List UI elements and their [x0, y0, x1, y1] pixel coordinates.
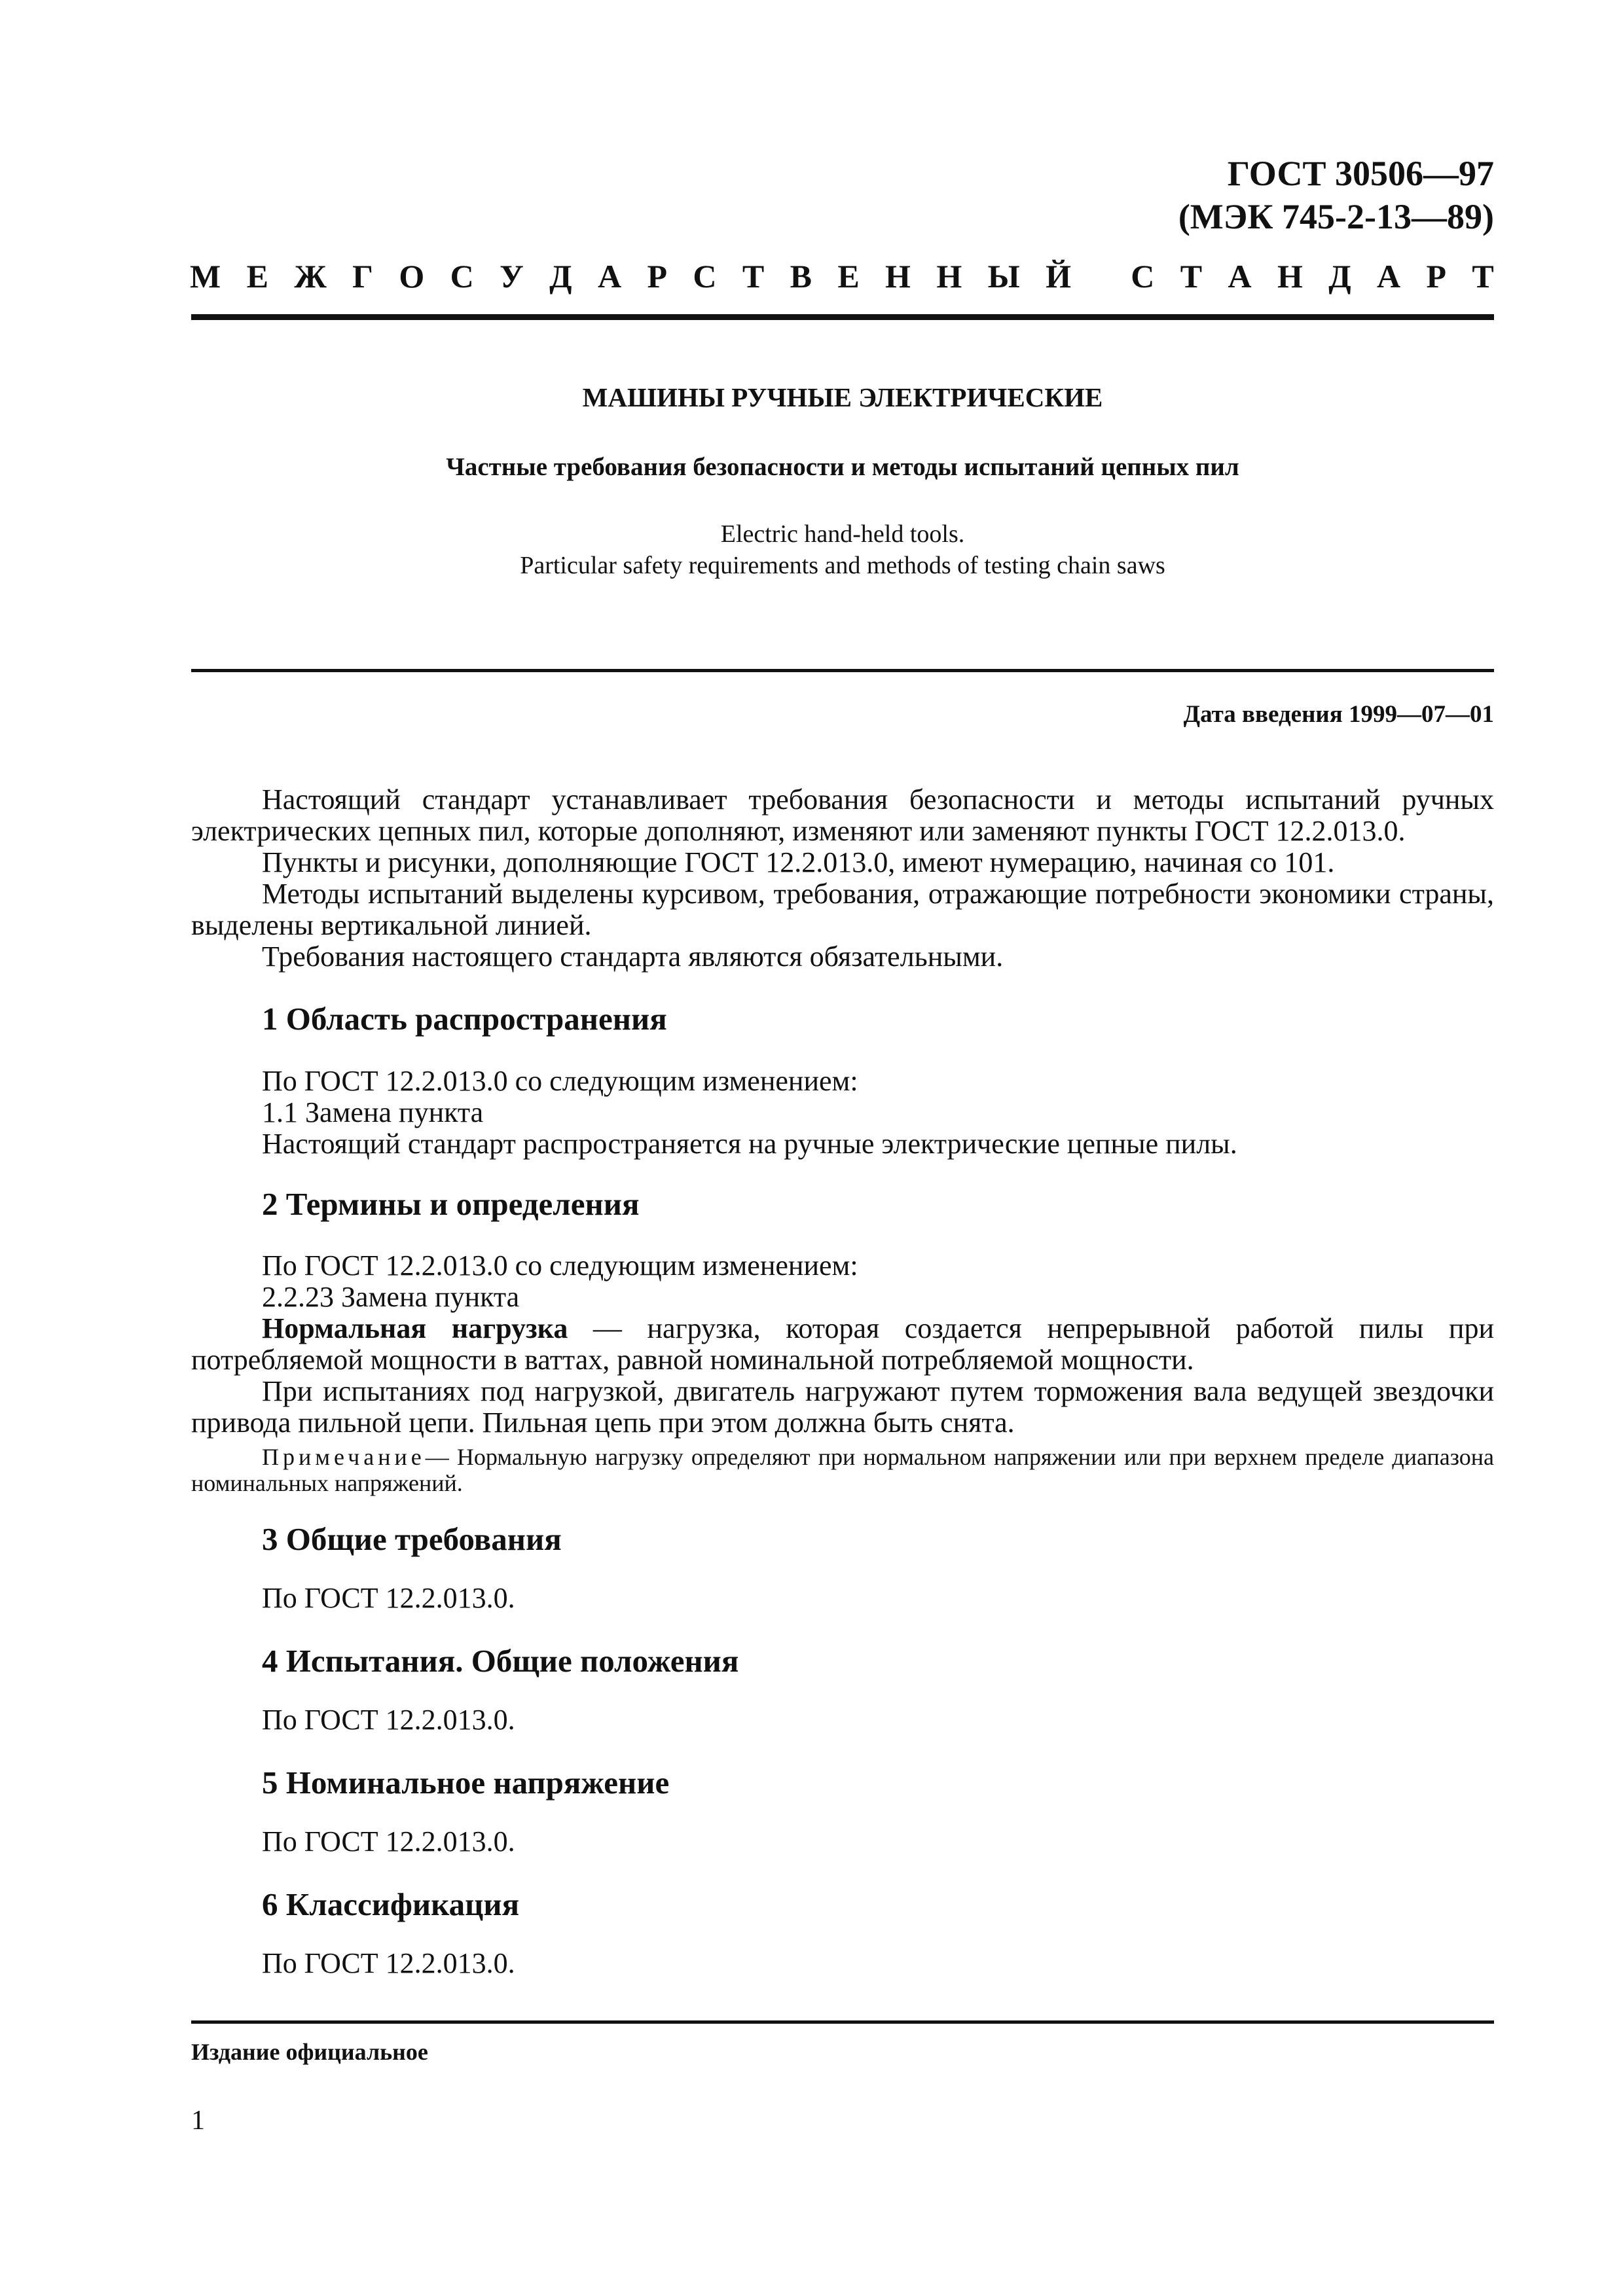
- section-5-text: По ГОСТ 12.2.013.0.: [262, 1825, 515, 1857]
- term-normal-load: Нормальная нагрузка: [262, 1312, 568, 1344]
- banner-letter: А: [597, 258, 622, 295]
- note-label: Примечание: [262, 1444, 426, 1470]
- banner-letter: С: [693, 258, 717, 295]
- load-test-paragraph: При испытаниях под нагрузкой, двигатель нагружают путем торможения вала ведущей звездочки привода пильной цепи. Пильная цепь при этом должна быть снята.: [191, 1375, 1494, 1439]
- title-rule: [191, 669, 1494, 672]
- banner-letter: В: [790, 258, 812, 295]
- section-heading-4: 4 Испытания. Общие положения: [262, 1643, 739, 1679]
- intro-paragraph: Методы испытаний выделены курсивом, требования, отражающие потребности экономики страны, выделены вертикальной линией.: [191, 878, 1494, 941]
- interstate-standard-banner: [190, 257, 1494, 296]
- banner-letter: А: [1377, 258, 1401, 295]
- note: [191, 1444, 1494, 1496]
- banner-letter: О: [399, 258, 425, 295]
- banner-letter: У: [500, 258, 524, 295]
- banner-letter: Т: [1472, 258, 1494, 295]
- english-title: [191, 518, 1494, 581]
- introduction-date: Дата введения 1999—07—01: [1183, 701, 1494, 728]
- note-text: — Нормальную нагрузку определяют при нормальном напряжении или при верхнем пределе диапазона номинальных напряжений.: [191, 1444, 1494, 1496]
- section-1-line: По ГОСТ 12.2.013.0 со следующим изменением:: [262, 1065, 858, 1097]
- banner-letter: С: [1131, 258, 1155, 295]
- footer-rule: [191, 2020, 1494, 2024]
- section-1-line: 1.1 Замена пункта: [262, 1096, 484, 1128]
- section-heading-3: 3 Общие требования: [262, 1521, 562, 1557]
- banner-letter: Н: [936, 258, 962, 295]
- intro-paragraph: Настоящий стандарт устанавливает требования безопасности и методы испытаний ручных электрических цепных пил, которые дополняют, изменяют или заменяют пункты ГОСТ 12.2.013.0.: [191, 783, 1494, 847]
- banner-letter: Н: [1277, 258, 1303, 295]
- intro-paragraph: Требования настоящего стандарта являются обязательными.: [262, 941, 1004, 973]
- section-2-line: 2.2.23 Замена пункта: [262, 1281, 520, 1313]
- official-edition-label: Издание официальное: [191, 2039, 428, 2065]
- banner-letter: С: [450, 258, 474, 295]
- banner-letter: А: [1228, 258, 1252, 295]
- document-title: МАШИНЫ РУЧНЫЕ ЭЛЕКТРИЧЕСКИЕ: [582, 382, 1103, 412]
- banner-letter: Н: [885, 258, 911, 295]
- intro-paragraph: Пункты и рисунки, дополняющие ГОСТ 12.2.013.0, имеют нумерацию, начиная со 101.: [262, 846, 1335, 878]
- gost-number: ГОСТ 30506—97: [1227, 154, 1494, 193]
- english-title-line-2: Particular safety requirements and methods of testing chain saws: [520, 552, 1165, 579]
- section-heading-5: 5 Номинальное напряжение: [262, 1765, 670, 1801]
- banner-letter: Т: [1180, 258, 1203, 295]
- banner-letter: [1097, 257, 1105, 296]
- term-definition: — нагрузка, которая создается непрерывной работой пилы при потребляемой мощности в ваттах, равной номинальной потребляемой мощности.: [191, 1312, 1494, 1376]
- normal-load-definition: [191, 1313, 1494, 1376]
- document-id: [1178, 152, 1494, 238]
- banner-letter: Й: [1046, 258, 1071, 295]
- banner-letter: Ж: [294, 258, 327, 295]
- iec-number: (МЭК 745-2-13—89): [1178, 197, 1494, 236]
- section-6-text: По ГОСТ 12.2.013.0.: [262, 1947, 515, 1979]
- section-heading-2: 2 Термины и определения: [262, 1186, 640, 1222]
- banner-letter: Ы: [987, 258, 1020, 295]
- banner-letter: Р: [1426, 258, 1447, 295]
- banner-letter: Е: [246, 258, 268, 295]
- banner-letter: М: [190, 258, 221, 295]
- section-2-line: По ГОСТ 12.2.013.0 со следующим изменением:: [262, 1249, 858, 1282]
- section-4-text: По ГОСТ 12.2.013.0.: [262, 1704, 515, 1736]
- banner-letter: Д: [1328, 258, 1351, 295]
- banner-letter: Г: [352, 258, 373, 295]
- section-1-line: Настоящий стандарт распространяется на ручные электрические цепные пилы.: [262, 1128, 1237, 1160]
- page-number: 1: [191, 2106, 205, 2136]
- banner-letter: Р: [647, 258, 667, 295]
- banner-letter: Е: [837, 258, 860, 295]
- section-heading-1: 1 Область распространения: [262, 1001, 667, 1037]
- section-3-text: По ГОСТ 12.2.013.0.: [262, 1582, 515, 1614]
- header-rule: [191, 314, 1494, 320]
- document-subtitle: Частные требования безопасности и методы испытаний цепных пил: [446, 453, 1239, 481]
- banner-letter: Т: [742, 258, 765, 295]
- english-title-line-1: Electric hand-held tools.: [720, 520, 965, 548]
- section-heading-6: 6 Классификация: [262, 1886, 520, 1922]
- banner-letter: Д: [549, 258, 572, 295]
